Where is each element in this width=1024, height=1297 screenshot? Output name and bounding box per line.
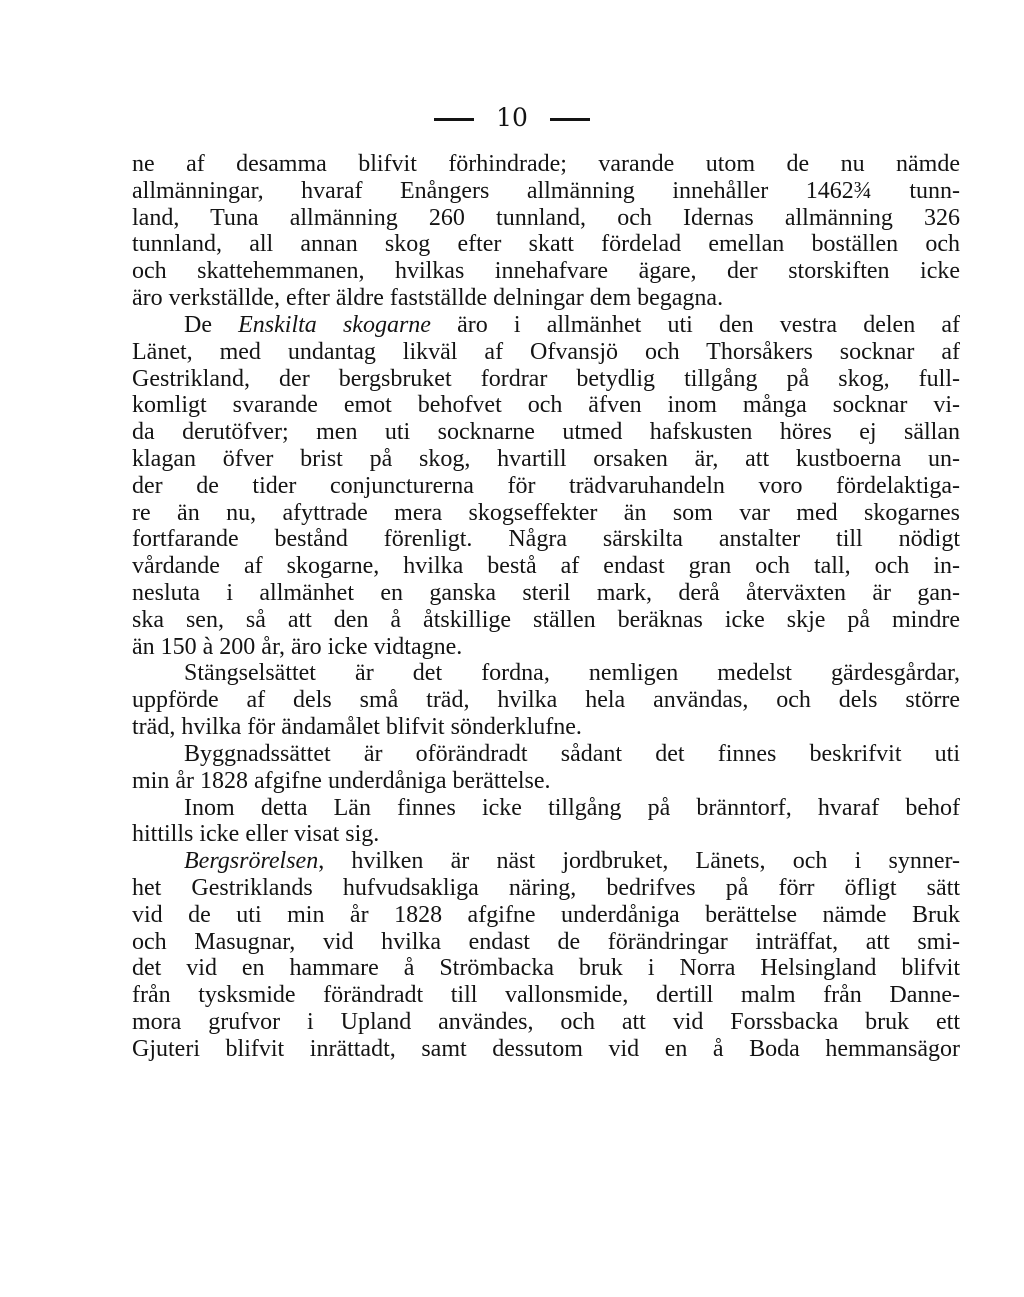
page-number: 10 [496,103,528,132]
text-line: het Gestriklands hufvudsakliga näring, bedrifves på förr öfligt sätt [132,874,960,901]
text-line: Gestrikland, der bergsbruket fordrar betydlig tillgång på skog, full- [132,365,960,392]
text-line: komligt svarande emot behofvet och äfven inom många socknar vi- [132,392,960,419]
text-line: äro verkställde, efter äldre fastställde delningar dem begagna. [132,285,724,312]
text-line: re än nu, afyttrade mera skogseffekter än som var med skogarnes [132,499,960,526]
text-line: Byggnadssättet är oförändradt sådant det finnes beskrifvit uti [184,740,960,767]
text-line: och skattehemmanen, hvilkas innehafvare ägare, der storskiften icke [132,258,960,285]
header-dash-right [550,118,590,121]
header-dash-left [434,118,474,121]
text-line: vid de uti min år 1828 afgifne underdåniga berättelse nämde Bruk [132,901,960,928]
text-line [132,312,960,339]
text-line: fortfarande bestånd förenligt. Några särskilta anstalter till nödigt [132,526,960,553]
text-line: vårdande af skogarne, hvilka bestå af endast gran och tall, och in- [132,553,960,580]
text-line: Stängselsättet är det fordna, nemligen medelst gärdesgårdar, [184,660,960,687]
text-line: der de tider conjuncturerna för trädvaruhandeln voro fördelaktiga- [132,472,960,499]
text-line: min år 1828 afgifne underdåniga berättelse. [132,767,551,794]
italic-term: Bergsrörelsen [184,848,319,875]
text-line: mora grufvor i Upland användes, och att vid Forssbacka bruk ett [132,1009,960,1035]
text-line [132,848,960,875]
text-line: träd, hvilka för ändamålet blifvit sönderklufne. [132,714,582,741]
text-line: allmänningar, hvaraf Enångers allmänning innehåller 1462¾ tunn- [132,177,960,204]
text-line: land, Tuna allmänning 260 tunnland, och Idernas allmänning 326 [132,204,960,231]
text-line: ska sen, så att den å åtskillige ställen beräknas icke skje på mindre [132,606,960,633]
text-line: än 150 à 200 år, äro icke vidtagne. [132,633,463,660]
text-line: klagan öfver brist på skog, hvartill orsaken är, att kustboerna un- [132,445,960,472]
text-line: uppförde af dels små träd, hvilka hela användas, och dels större [132,687,960,714]
body-text [132,151,960,1063]
italic-term: Enskilta skogarne [238,311,431,338]
text-line: Gjuteri blifvit inrättadt, samt dessutom vid en å Boda hemmansägor [132,1035,960,1062]
text-line: nesluta i allmänhet en ganska steril mark, derå återväxten är gan- [132,580,960,606]
text-line: hittills icke eller visat sig. [132,821,380,848]
text-line: från tysksmide förändradt till vallonsmide, dertill malm från Danne- [132,982,960,1009]
line-prefix: De [184,311,239,338]
text-line: och Masugnar, vid hvilka endast de förändringar inträffat, att smi- [132,928,960,955]
page-header [0,103,1024,133]
line-rest: , hvilken är näst jordbruket, Länets, och i synner- [318,848,960,875]
text-line: det vid en hammare å Strömbacka bruk i Norra Helsingland blifvit [132,955,960,982]
text-line: ne af desamma blifvit förhindrade; varande utom de nu nämde [132,151,960,177]
line-rest: äro i allmänhet uti den vestra delen af [430,311,961,338]
text-line: Länet, med undantag likväl af Ofvansjö och Thorsåkers socknar af [132,338,960,365]
text-line: da derutöfver; men uti socknarne utmed hafskusten höres ej sällan [132,419,960,446]
text-line: Inom detta Län finnes icke tillgång på bränntorf, hvaraf behof [184,794,960,821]
text-line: tunnland, all annan skog efter skatt fördelad emellan boställen och [132,231,960,258]
